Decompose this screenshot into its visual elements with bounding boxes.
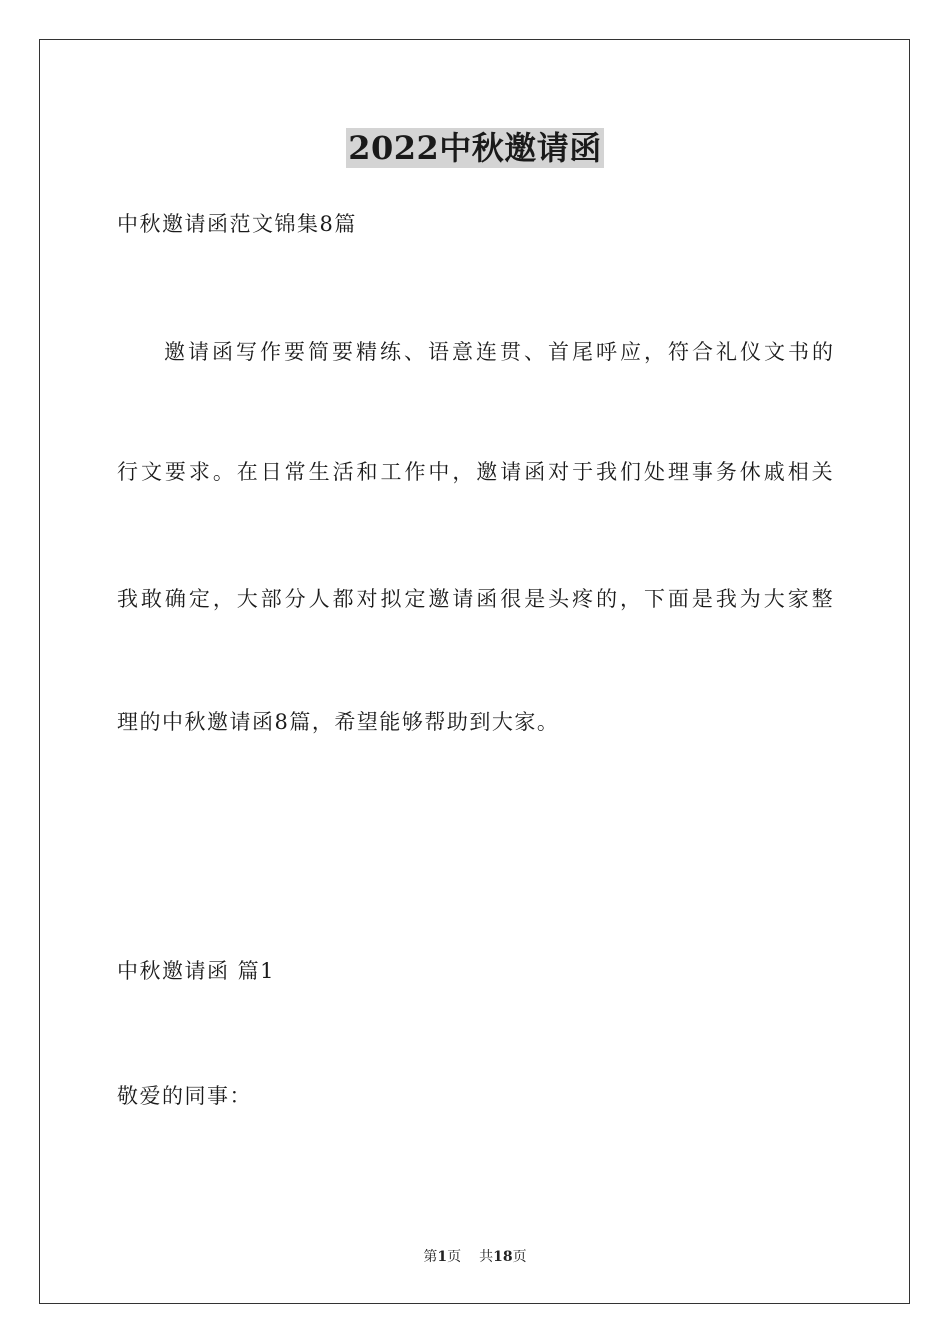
glyph: 们	[620, 460, 642, 484]
glyph: 处	[643, 460, 665, 484]
glyph: 请	[500, 460, 522, 484]
glyph: 生	[308, 460, 330, 484]
glyph: 部	[260, 587, 282, 611]
page-current: 1	[437, 1249, 448, 1265]
glyph: 家	[787, 587, 809, 611]
glyph: 写	[236, 340, 257, 364]
glyph: 头	[548, 587, 570, 611]
glyph: 首	[548, 340, 569, 364]
glyph: 书	[788, 340, 809, 364]
glyph: 作	[404, 460, 426, 484]
glyph: 文	[764, 340, 785, 364]
glyph: 于	[572, 460, 594, 484]
glyph: 为	[739, 587, 761, 611]
glyph: ，	[452, 460, 474, 484]
glyph: 要	[332, 340, 353, 364]
glyph: 拟	[380, 587, 402, 611]
glyph: 务	[715, 460, 737, 484]
intro-line-4: 理的中秋邀请函8篇，希望能够帮助到大家。	[117, 710, 560, 734]
glyph: 请	[452, 587, 474, 611]
glyph: 贯	[500, 340, 521, 364]
glyph: ，	[620, 587, 642, 611]
glyph: 仪	[740, 340, 761, 364]
glyph: 语	[428, 340, 449, 364]
glyph: 休	[739, 460, 761, 484]
glyph: 面	[667, 587, 689, 611]
glyph: 人	[308, 587, 330, 611]
glyph: 下	[643, 587, 665, 611]
glyph: 中	[428, 460, 450, 484]
glyph: 合	[692, 340, 713, 364]
page-suffix: 页	[447, 1249, 462, 1265]
glyph: 都	[332, 587, 354, 611]
glyph: 对	[548, 460, 570, 484]
glyph: 精	[356, 340, 377, 364]
page-total: 18	[493, 1249, 513, 1265]
glyph: 理	[667, 460, 689, 484]
glyph: 确	[164, 587, 186, 611]
glyph: 关	[811, 460, 833, 484]
glyph: 函	[212, 340, 233, 364]
glyph: 整	[811, 587, 833, 611]
glyph: 邀	[476, 460, 498, 484]
glyph: 求	[188, 460, 210, 484]
total-prefix: 共	[479, 1249, 494, 1265]
section-heading: 中秋邀请函 篇1	[117, 959, 276, 983]
glyph: 应	[620, 340, 641, 364]
glyph: 我	[715, 587, 737, 611]
glyph: 呼	[596, 340, 617, 364]
glyph: 我	[596, 460, 618, 484]
glyph: 文	[140, 460, 162, 484]
glyph: 、	[524, 340, 545, 364]
page-footer	[0, 1247, 950, 1267]
glyph: 符	[668, 340, 689, 364]
glyph: 简	[308, 340, 329, 364]
glyph: 我	[117, 587, 138, 611]
glyph: 事	[691, 460, 713, 484]
page-prefix: 第	[423, 1249, 438, 1265]
glyph: 疼	[572, 587, 594, 611]
glyph: 尾	[572, 340, 593, 364]
glyph: 常	[284, 460, 306, 484]
glyph: 很	[500, 587, 522, 611]
intro-line-1	[164, 337, 833, 367]
glyph: 请	[188, 340, 209, 364]
title-container	[0, 128, 950, 168]
intro-line-3	[117, 584, 833, 614]
glyph: 是	[691, 587, 713, 611]
glyph: 大	[763, 587, 785, 611]
glyph: 的	[596, 587, 618, 611]
glyph: 邀	[164, 340, 185, 364]
glyph: 连	[476, 340, 497, 364]
glyph: 练	[380, 340, 401, 364]
glyph: 定	[188, 587, 210, 611]
glyph: 的	[812, 340, 833, 364]
glyph: 日	[260, 460, 282, 484]
glyph: 和	[356, 460, 378, 484]
glyph: 在	[236, 460, 258, 484]
glyph: 要	[164, 460, 186, 484]
glyph: 。	[212, 460, 234, 484]
glyph: 要	[284, 340, 305, 364]
glyph: 作	[260, 340, 281, 364]
glyph: ，	[644, 340, 665, 364]
document-title: 2022中秋邀请函	[348, 129, 602, 167]
glyph: 、	[404, 340, 425, 364]
glyph: 相	[787, 460, 809, 484]
total-suffix: 页	[512, 1249, 527, 1265]
glyph: 邀	[428, 587, 450, 611]
intro-line-2	[117, 457, 833, 487]
glyph: 大	[236, 587, 258, 611]
glyph: 意	[452, 340, 473, 364]
glyph: 戚	[763, 460, 785, 484]
glyph: 工	[380, 460, 402, 484]
glyph: 函	[524, 460, 546, 484]
glyph: 定	[404, 587, 426, 611]
glyph: 敢	[140, 587, 162, 611]
document-subtitle: 中秋邀请函范文锦集8篇	[117, 212, 357, 236]
glyph: 礼	[716, 340, 737, 364]
glyph: 对	[356, 587, 378, 611]
glyph: 分	[284, 587, 306, 611]
glyph: 函	[476, 587, 498, 611]
salutation: 敬爱的同事：	[117, 1084, 252, 1108]
glyph: ，	[212, 587, 234, 611]
glyph: 是	[524, 587, 546, 611]
glyph: 行	[117, 460, 138, 484]
glyph: 活	[332, 460, 354, 484]
